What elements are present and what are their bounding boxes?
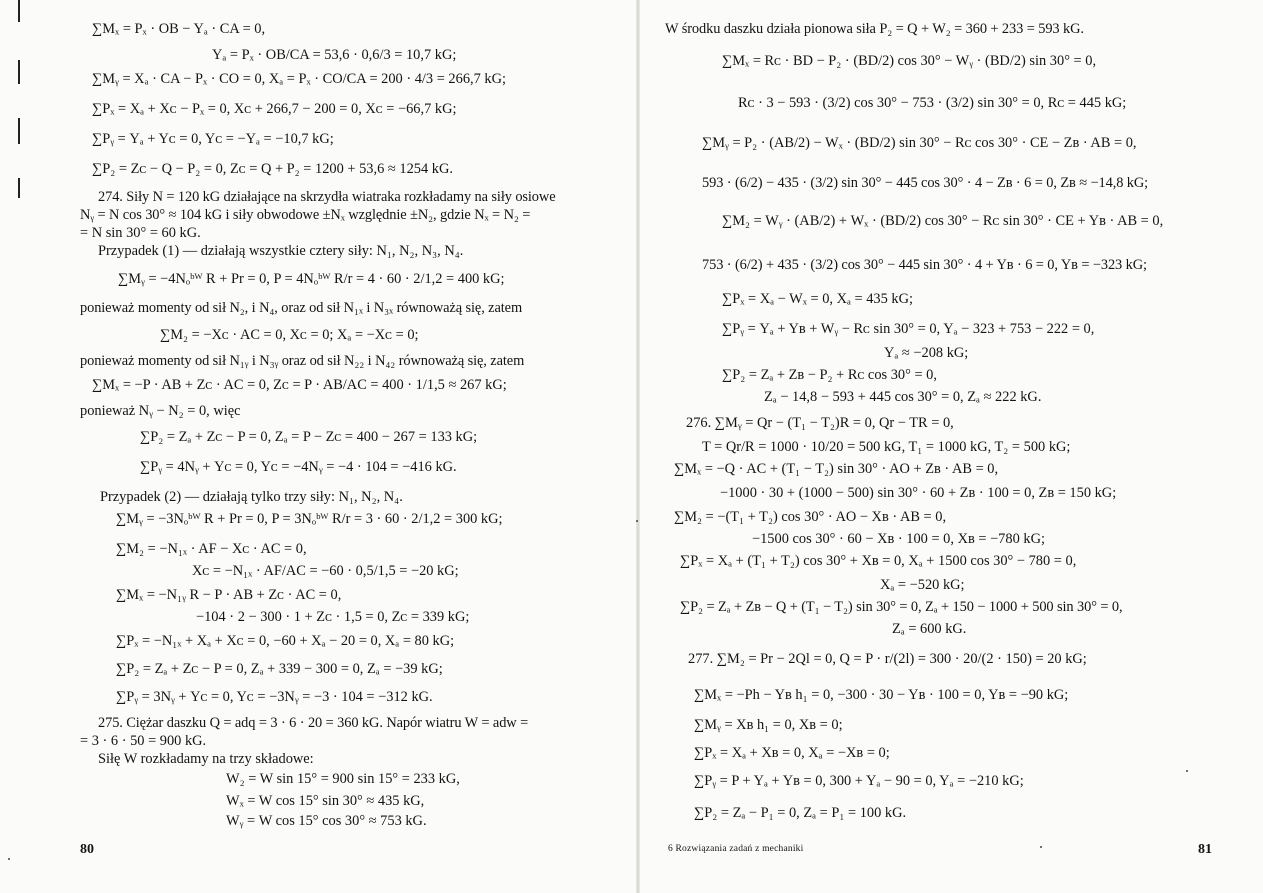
equation-line: ∑Mᵧ = Xₐ · CA − Pₓ · CO = 0, Xₐ = Pₓ · CO/CA = 200 · 4/3 = 266,7 kG; (92, 71, 506, 87)
equation-line: −1500 cos 30° · 60 − Xʙ · 100 = 0, Xʙ = −780 kG; (752, 531, 1045, 547)
case-heading: Przypadek (1) — działają wszystkie cztery siły: N₁, N₂, N₃, N₄. (98, 243, 464, 259)
equation-line: ∑Mₓ = −N₁ᵧ R − P · AB + Zᴄ · AC = 0, (116, 587, 342, 603)
problem-text: Nᵧ = N cos 30° ≈ 104 kG i siły obwodowe ±Nₓ względnie ±N₂, gdzie Nₓ = N₂ = (80, 207, 531, 223)
problem-text: 274. Siły N = 120 kG działające na skrzydła wiatraka rozkładamy na siły osiowe (98, 189, 556, 205)
equation-line: ∑P₂ = Zₐ + Zʙ − P₂ + Rᴄ cos 30° = 0, (722, 367, 937, 383)
equation-line: ∑Mₓ = −Ph − Yʙ h₁ = 0, −300 · 30 − Yʙ · 100 = 0, Yʙ = −90 kG; (694, 687, 1069, 703)
equation-line: ∑Pᵧ = 3Nᵧ + Yᴄ = 0, Yᴄ = −3Nᵧ = −3 · 104 = −312 kG. (116, 689, 433, 705)
equation-line: Yₐ ≈ −208 kG; (884, 345, 969, 361)
equation-line: −1000 · 30 + (1000 − 500) sin 30° · 60 + Zʙ · 100 = 0, Zʙ = 150 kG; (720, 485, 1117, 501)
right-page (640, 0, 1263, 893)
equation-line: ∑M₂ = −Xᴄ · AC = 0, Xᴄ = 0; Xₐ = −Xᴄ = 0; (160, 327, 419, 343)
problem-text: ponieważ Nᵧ − N₂ = 0, więc (80, 403, 241, 419)
equation-line: ∑Pₓ = Xₐ + Xʙ = 0, Xₐ = −Xʙ = 0; (694, 745, 890, 761)
problem-text: W środku daszku działa pionowa siła P₂ = Q + W₂ = 360 + 233 = 593 kG. (665, 21, 1084, 37)
equation-line: ∑Mᵧ = −3Nₒᵇᵂ R + Pr = 0, P = 3Nₒᵇᵂ R/r = 3 · 60 · 2/1,2 = 300 kG; (116, 511, 503, 527)
page-number: 81 (1198, 842, 1212, 857)
problem-heading: 276. ∑Mᵧ = Qr − (T₁ − T₂)R = 0, Qr − TR = 0, (686, 415, 954, 431)
equation-line: ∑Pₓ = Xₐ − Wₓ = 0, Xₐ = 435 kG; (722, 291, 913, 307)
scan-speck (636, 520, 638, 522)
scan-speck (1186, 770, 1188, 772)
equation-line: ∑P₂ = Zₐ + Zʙ − Q + (T₁ − T₂) sin 30° = 0, Zₐ + 150 − 1000 + 500 sin 30° = 0, (680, 599, 1123, 615)
equation-line: ∑Mₓ = Rᴄ · BD − P₂ · (BD/2) cos 30° − Wᵧ · (BD/2) sin 30° = 0, (722, 53, 1097, 69)
equation-line: T = Qr/R = 1000 · 10/20 = 500 kG, T₁ = 1000 kG, T₂ = 500 kG; (702, 439, 1071, 455)
equation-line: Yₐ = Pₓ · OB/CA = 53,6 · 0,6/3 = 10,7 kG; (212, 47, 457, 63)
equation-line: ∑M₂ = −N₁ₓ · AF − Xᴄ · AC = 0, (116, 541, 307, 557)
problem-text: ponieważ momenty od sił N₁ᵧ i N₃ᵧ oraz od sił N₂₂ i N₄₂ równoważą się, zatem (80, 353, 525, 369)
equation-line: ∑Pᵧ = 4Nᵧ + Yᴄ = 0, Yᴄ = −4Nᵧ = −4 · 104 = −416 kG. (140, 459, 457, 475)
equation-line: ∑Mᵧ = P₂ · (AB/2) − Wₓ · (BD/2) sin 30° − Rᴄ cos 30° · CE − Zʙ · AB = 0, (702, 135, 1137, 151)
page-footer: 6 Rozwiązania zadań z mechaniki (668, 844, 804, 854)
scan-speck (1040, 846, 1042, 848)
equation-line: 753 · (6/2) + 435 · (3/2) cos 30° − 445 sin 30° · 4 + Yʙ · 6 = 0, Yʙ = −323 kG; (702, 257, 1147, 273)
problem-text: = N sin 30° = 60 kG. (80, 225, 201, 241)
equation-line: ∑Mᵧ = −4Nₒᵇᵂ R + Pr = 0, P = 4Nₒᵇᵂ R/r = 4 · 60 · 2/1,2 = 400 kG; (118, 271, 505, 287)
equation-line: Zₐ = 600 kG. (892, 621, 967, 637)
equation-line: Xᴄ = −N₁ₓ · AF/AC = −60 · 0,5/1,5 = −20 kG; (192, 563, 459, 579)
equation-line: W₂ = W sin 15° = 900 sin 15° = 233 kG, (226, 771, 460, 787)
equation-line: ∑Mᵧ = Xʙ h₁ = 0, Xʙ = 0; (694, 717, 843, 733)
equation-line: ∑Pₓ = Xₐ + Xᴄ − Pₓ = 0, Xᴄ + 266,7 − 200 = 0, Xᴄ = −66,7 kG; (92, 101, 457, 117)
equation-line: ∑Mₓ = −P · AB + Zᴄ · AC = 0, Zᴄ = P · AB/AC = 400 · 1/1,5 ≈ 267 kG; (92, 377, 507, 393)
equation-line: 593 · (6/2) − 435 · (3/2) sin 30° − 445 cos 30° · 4 − Zʙ · 6 = 0, Zʙ ≈ −14,8 kG; (702, 175, 1149, 191)
equation-line: ∑Pᵧ = Yₐ + Yᴄ = 0, Yᴄ = −Yₐ = −10,7 kG; (92, 131, 334, 147)
equation-line: ∑Pₓ = −N₁ₓ + Xₐ + Xᴄ = 0, −60 + Xₐ − 20 = 0, Xₐ = 80 kG; (116, 633, 455, 649)
page-number: 80 (80, 842, 94, 857)
equation-line: ∑Pᵧ = P + Yₐ + Yʙ = 0, 300 + Yₐ − 90 = 0, Yₐ = −210 kG; (694, 773, 1024, 789)
equation-line: Xₐ = −520 kG; (880, 577, 965, 593)
problem-text: ponieważ momenty od sił N₂, i N₄, oraz od sił N₁ₓ i N₃ₓ równoważą się, zatem (80, 300, 523, 316)
problem-text: 275. Ciężar daszku Q = adq = 3 · 6 · 20 = 360 kG. Napór wiatru W = adw = (98, 715, 529, 731)
equation-line: ∑M₂ = −(T₁ + T₂) cos 30° · AO − Xʙ · AB = 0, (674, 509, 947, 525)
equation-line: Zₐ − 14,8 − 593 + 445 cos 30° = 0, Zₐ ≈ 222 kG. (764, 389, 1042, 405)
equation-line: ∑P₂ = Zₐ − P₁ = 0, Zₐ = P₁ = 100 kG. (694, 805, 907, 821)
equation-line: ∑Pᵧ = Yₐ + Yʙ + Wᵧ − Rᴄ sin 30° = 0, Yₐ − 323 + 753 − 222 = 0, (722, 321, 1095, 337)
equation-line: ∑M₂ = Wᵧ · (AB/2) + Wₓ · (BD/2) cos 30° − Rᴄ sin 30° · CE + Yʙ · AB = 0, (722, 213, 1164, 229)
scan-speck (8, 858, 10, 860)
problem-text: = 3 · 6 · 50 = 900 kG. (80, 733, 207, 749)
equation-line: Rᴄ · 3 − 593 · (3/2) cos 30° − 753 · (3/2) sin 30° = 0, Rᴄ = 445 kG; (738, 95, 1127, 111)
problem-text: Siłę W rozkładamy na trzy składowe: (98, 751, 314, 767)
case-heading: Przypadek (2) — działają tylko trzy siły: N₁, N₂, N₄. (100, 489, 403, 505)
equation-line: Wₓ = W cos 15° sin 30° ≈ 435 kG, (226, 793, 425, 809)
equation-line: ∑Mₓ = −Q · AC + (T₁ − T₂) sin 30° · AO + Zʙ · AB = 0, (674, 461, 999, 477)
equation-line: Wᵧ = W cos 15° cos 30° ≈ 753 kG. (226, 813, 427, 829)
problem-heading: 277. ∑M₂ = Pr − 2Ql = 0, Q = P · r/(2l) = 300 · 20/(2 · 150) = 20 kG; (688, 651, 1087, 667)
equation-line: −104 · 2 − 300 · 1 + Zᴄ · 1,5 = 0, Zᴄ = 339 kG; (196, 609, 470, 625)
equation-line: ∑Mₓ = Pₓ · OB − Yₐ · CA = 0, (92, 21, 266, 37)
equation-line: ∑Pₓ = Xₐ + (T₁ + T₂) cos 30° + Xʙ = 0, Xₐ + 1500 cos 30° − 780 = 0, (680, 553, 1077, 569)
equation-line: ∑P₂ = Zᴄ − Q − P₂ = 0, Zᴄ = Q + P₂ = 1200 + 53,6 ≈ 1254 kG. (92, 161, 453, 177)
equation-line: ∑P₂ = Zₐ + Zᴄ − P = 0, Zₐ = P − Zᴄ = 400 − 267 = 133 kG; (140, 429, 478, 445)
equation-line: ∑P₂ = Zₐ + Zᴄ − P = 0, Zₐ + 339 − 300 = 0, Zₐ = −39 kG; (116, 661, 443, 677)
